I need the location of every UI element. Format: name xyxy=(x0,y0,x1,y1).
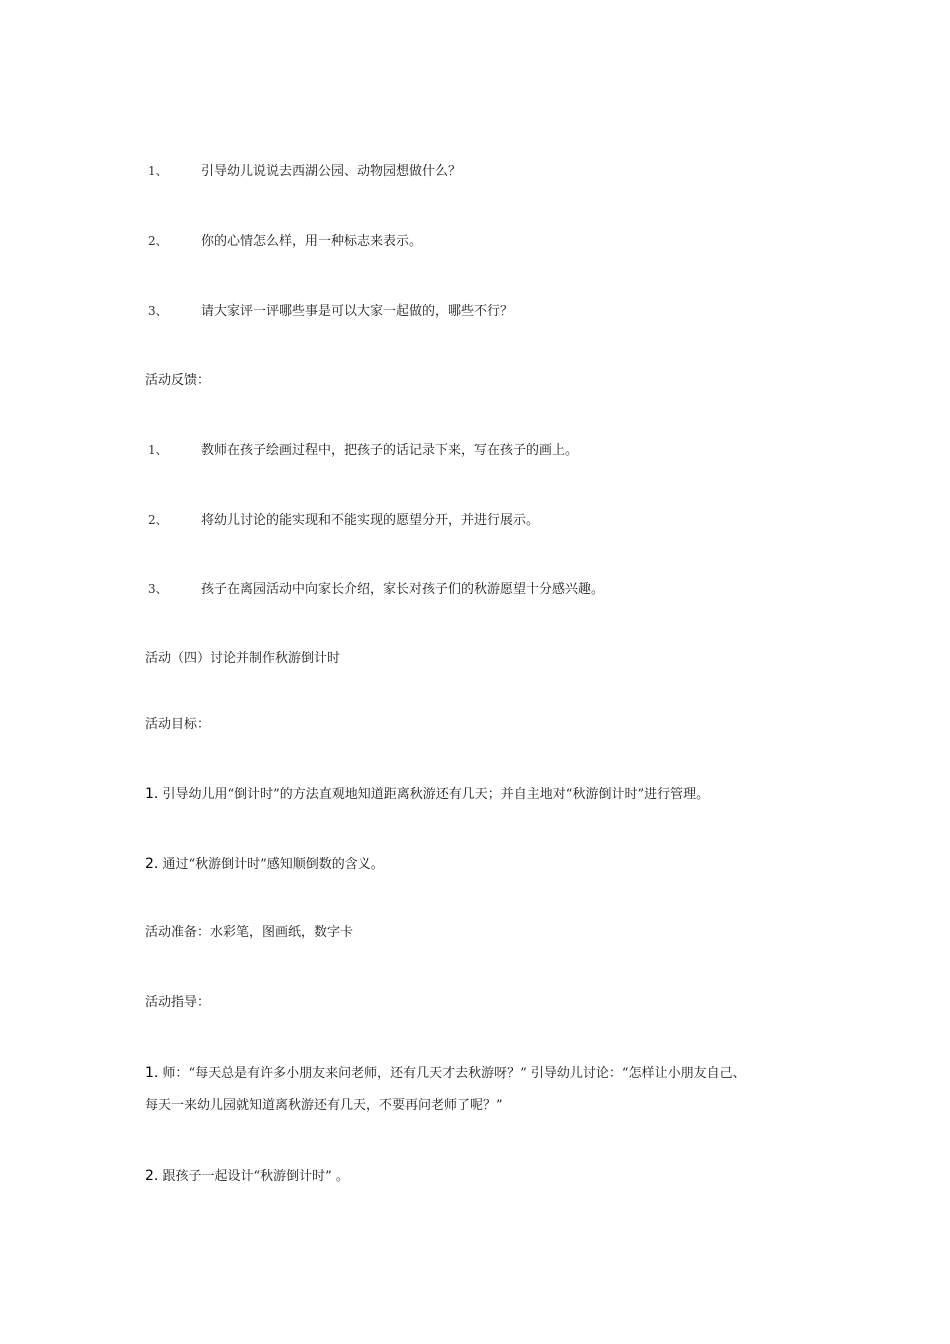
list-text: 你的心情怎么样，用一种标志来表示。 xyxy=(201,234,423,249)
feedback-heading: 活动反馈： xyxy=(145,373,211,388)
list-number: 3、 xyxy=(148,304,168,318)
list-number: 2、 xyxy=(148,234,168,248)
list-b-item-1 xyxy=(145,441,578,460)
list-text: 教师在孩子绘画过程中，把孩子的话记录下来，写在孩子的画上。 xyxy=(201,443,579,458)
list-number: 2、 xyxy=(148,513,168,527)
guide-item-1 xyxy=(145,1064,746,1083)
list-text: 请大家评一评哪些事是可以大家一起做的，哪些不行？ xyxy=(201,304,514,319)
activity4-title: 活动（四）讨论并制作秋游倒计时 xyxy=(145,651,341,666)
list-number: 1、 xyxy=(148,164,168,178)
goal-number: 1. xyxy=(145,786,159,802)
list-a-item-3 xyxy=(145,302,513,321)
list-a-item-2 xyxy=(145,232,422,251)
list-a-item-1 xyxy=(145,162,461,181)
guide-text: 跟孩子一起设计“秋游倒计时” 。 xyxy=(162,1169,349,1184)
list-number: 1、 xyxy=(148,443,168,457)
list-text: 孩子在离园活动中向家长介绍，家长对孩子们的秋游愿望十分感兴趣。 xyxy=(201,582,605,597)
list-b-item-2 xyxy=(145,511,539,530)
guide-heading: 活动指导： xyxy=(145,995,211,1010)
guide-item-1-continuation: 每天一来幼儿园就知道离秋游还有几天，不要再问老师了呢？” xyxy=(145,1098,503,1113)
guide-text: 师：“每天总是有许多小朋友来问老师，还有几天才去秋游呀？” 引导幼儿讨论：“怎样让小朋友自己、 xyxy=(162,1066,746,1081)
goals-heading: 活动目标： xyxy=(145,717,211,732)
goal-number: 2. xyxy=(145,856,159,872)
list-text: 将幼儿讨论的能实现和不能实现的愿望分开，并进行展示。 xyxy=(201,513,540,528)
prep-line: 活动准备：水彩笔，图画纸，数字卡 xyxy=(145,925,354,940)
goal-text: 通过“秋游倒计时”感知顺倒数的含义。 xyxy=(162,857,384,872)
goal-text: 引导幼儿用“倒计时”的方法直观地知道距离秋游还有几天；并自主地对“秋游倒计时”进行管理。 xyxy=(162,787,710,802)
goal-item-2 xyxy=(145,855,384,874)
goal-item-1 xyxy=(145,785,709,804)
guide-number: 1. xyxy=(145,1065,159,1081)
list-text: 引导幼儿说说去西湖公园、动物园想做什么？ xyxy=(201,164,462,179)
guide-number: 2. xyxy=(145,1168,159,1184)
list-b-item-3 xyxy=(145,580,604,599)
list-number: 3、 xyxy=(148,582,168,596)
guide-item-2 xyxy=(145,1167,349,1186)
